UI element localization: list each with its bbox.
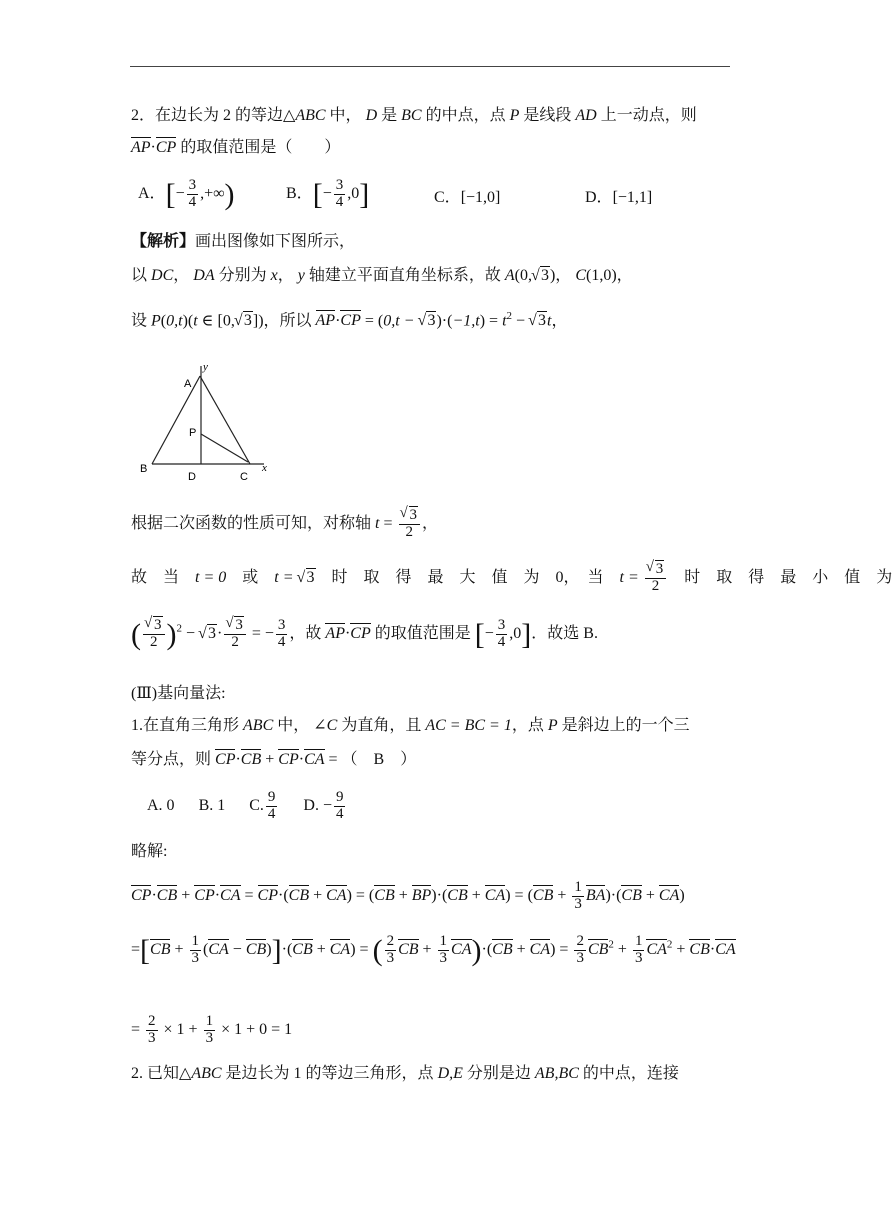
- section3-q2-line1: 2. 已知△ABC 是边长为 1 的等边三角形，点 D,E 分别是边 AB,BC 的中点，连接: [131, 1065, 679, 1082]
- solution-line5: 故 当 t = 0 或 t = √ 3 时 取 得 最 大 值 为 0， 当 t = √ $\frac{3}{2}$ 时 取 得 最 小 值 为: [131, 562, 892, 595]
- label-a: A: [184, 378, 192, 390]
- q2-option-d: D．[−1,1]: [585, 189, 653, 206]
- derivation-line2: =[CB + $\frac{1}{3}$ (CA − CB)]·(CB + CA) = ( $\frac{2}{3}$ CB + $\frac{1}{3}$ CA)·(CB + CA) = $\frac{2}{3}$ $CB^2$ + $\frac{1}{3}$ $CA^2 + CB\cdot CA$: [131, 933, 736, 967]
- label-y: y: [203, 361, 208, 373]
- solution-line4: 根据二次函数的性质可知，对称轴 t = √ $\frac{3}{2}$ ，: [131, 508, 438, 541]
- triangle-figure: [140, 356, 280, 486]
- section3-q1-line2: 等分点，则 CP·CB + CP·CA = （ B ）: [131, 751, 417, 768]
- q2-option-b: B．[− $\frac{3}{4}$ ,0]: [286, 177, 370, 211]
- section3-q1-options: A. 0 B. 1 C. $\frac{9}{4}$ D. − $\frac{9}{4}$: [147, 789, 344, 822]
- label-x: x: [262, 462, 267, 474]
- label-b: B: [140, 463, 148, 475]
- q2-stem-line1: 2．在边长为 2 的等边△ABC 中， D 是 BC 的中点，点 P 是线段 AD 上一动点，则: [131, 107, 697, 124]
- section3-title: (Ⅲ)基向量法:: [131, 685, 226, 702]
- solution-heading: 【解析】画出图像如下图所示，: [131, 233, 356, 250]
- q2-stem-line2: AP·CP 的取值范围是（ ）: [131, 139, 341, 156]
- section3-q1-line1: 1.在直角三角形 ABC 中， ∠C 为直角，且 AC = BC = 1，点 P 是斜边上的一个三: [131, 717, 690, 734]
- label-c: C: [240, 471, 248, 483]
- header-rule: [130, 66, 730, 67]
- label-p: P: [189, 427, 197, 439]
- side-ac: [200, 376, 250, 464]
- derivation-line1: CP·CB + CP·CA = CP·(CB + CA) = (CB + BP)·(CB + CA) = (CB + $\frac{1}{3}$ BA)·(CB + CA): [131, 879, 685, 912]
- solution-line2: 以 DC， DA 分别为 x， y 轴建立平面直角坐标系，故 A(0,√ 3)， C(1,0)，: [131, 266, 633, 286]
- label-d: D: [188, 471, 196, 483]
- side-ab: [152, 376, 200, 464]
- q2-option-c: C．[−1,0]: [434, 189, 501, 206]
- q2-option-a: A．[− $\frac{3}{4}$ ,+∞): [138, 177, 235, 211]
- solution-line3: 设 P(0,t)(t ∈ [0,√ 3])，所以 AP·CP = (0,t − √ $3)\cdot(-1,t) = t^2$ − √ 3t，: [131, 310, 568, 331]
- derivation-line3: = $\frac{2}{3}$ × 1 + $\frac{1}{3}$ × 1 + 0 = 1: [131, 1013, 293, 1046]
- section3-brief-label: 略解:: [131, 843, 168, 860]
- solution-line6: ( √ $\frac{3}{2}$ )$^2$ − √ 3· √ $\frac{3}{2}$ = − $\frac{3}{4}$ ，故 AP·CP 的取值范围是 [− $\frac{3}{4}$ ,0]．故选 B.: [131, 618, 598, 651]
